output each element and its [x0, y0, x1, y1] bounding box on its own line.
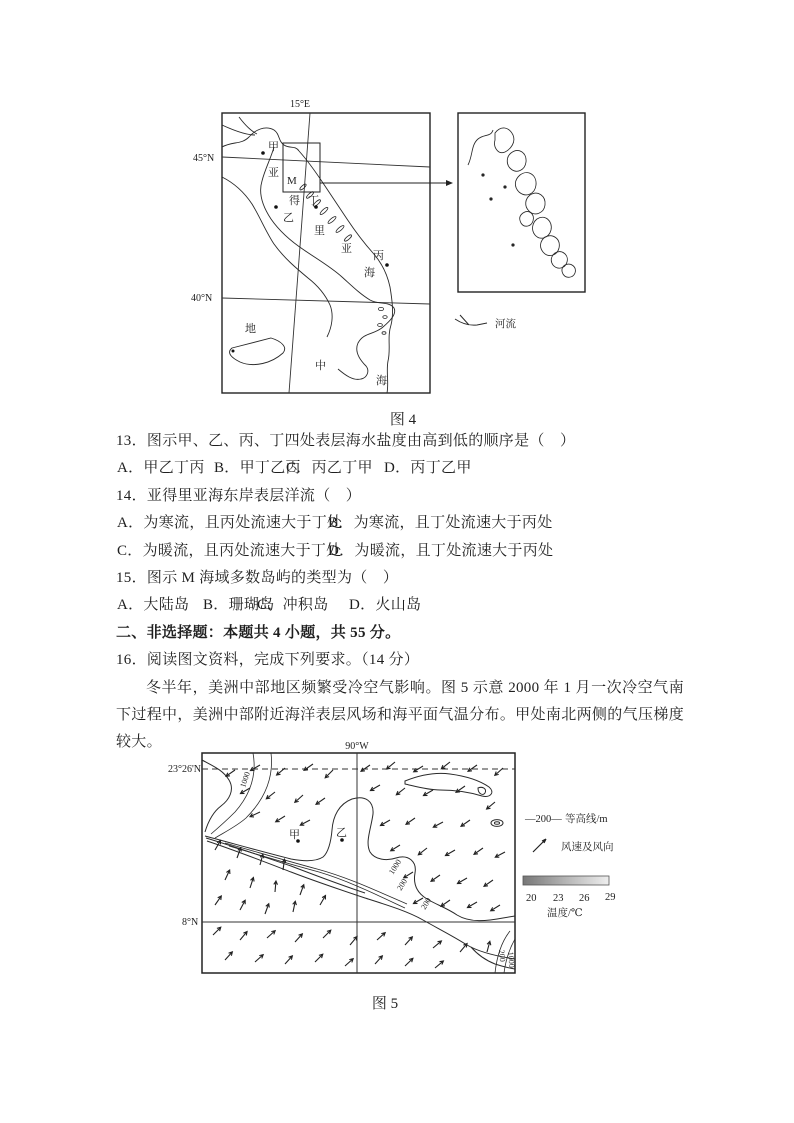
figure5-map-svg [165, 740, 665, 985]
fig5-point-yi-label: 乙 [336, 827, 347, 839]
scale-tick-29: 29 [605, 892, 616, 903]
q13-stem: 13．图示甲、乙、丙、丁四处表层海水盐度由高到低的顺序是（ ） [116, 433, 576, 449]
legend-contour-symbol: —200— [525, 814, 562, 825]
wind-arrow [474, 848, 483, 854]
wind-arrow [276, 816, 285, 822]
q14-options-ab [116, 510, 684, 537]
wind-arrow [377, 933, 385, 940]
wind-arrow [391, 845, 400, 851]
wind-arrow [495, 852, 505, 857]
wind-arrow [405, 958, 413, 966]
wind-arrow [350, 937, 357, 945]
lat-2326n-label: 23°26'N [168, 764, 202, 775]
wind-arrow [225, 870, 230, 880]
wind-arrow [295, 795, 303, 802]
fig5-point-jia-label: 甲 [289, 829, 300, 841]
svg-text:地: 地 [245, 323, 256, 335]
lat-45n-label: 45°N [193, 153, 215, 164]
inset-islands [468, 128, 575, 277]
river-label: 河流 [495, 319, 516, 330]
svg-text:亚: 亚 [268, 167, 279, 179]
q15-options [116, 592, 684, 619]
wind-arrow [487, 941, 491, 952]
wind-arrow [457, 878, 467, 884]
q13-option-d: D．丙丁乙甲 [384, 460, 472, 477]
wind-arrow [433, 822, 443, 827]
q14-stem: 14．亚得里亚海东岸表层洋流（ ） [116, 487, 362, 504]
contour-1000-label-2: 1000 [387, 857, 404, 877]
section2-heading: 二、非选择题：本题共 4 小题，共 55 分。 [116, 624, 401, 641]
wind-arrow [250, 878, 254, 888]
q13-option-b: B．甲丁乙丙 [214, 460, 301, 477]
svg-text:海: 海 [364, 267, 375, 279]
figure5-caption: 图 5 [371, 996, 399, 1012]
wind-arrow [265, 904, 269, 914]
wind-arrow [441, 762, 450, 769]
wind-arrow [375, 956, 382, 964]
q13-option-c: C．丙乙丁甲 [286, 460, 373, 477]
wind-arrow [435, 961, 443, 968]
scale-unit-label: 温度/℃ [547, 908, 583, 919]
wind-arrow [316, 798, 325, 804]
wind-arrow [295, 934, 302, 942]
lon-90w-label: 90°W [345, 741, 369, 752]
q14-option-b: B．为寒流，且丁处流速大于丙处 [328, 515, 553, 532]
q14-option-a: A．为寒流，且丙处流速大于丁处 [117, 515, 343, 532]
wind-arrow [431, 875, 440, 881]
q15-option-d: D．火山岛 [349, 597, 422, 614]
lon-15e-label: 15°E [289, 99, 311, 110]
q13-option-a: A．甲乙丁丙 [117, 460, 205, 477]
wind-arrow [404, 872, 413, 878]
wind-arrow [370, 785, 380, 791]
wind-arrow [250, 765, 260, 771]
lat-8n-label: 8°N [182, 917, 199, 928]
wind-arrow [406, 818, 415, 824]
wind-arrow [380, 820, 390, 826]
contour-200-label-3: 200 [497, 949, 508, 963]
lat-40n-label: 40°N [191, 293, 213, 304]
point-yi-label: 乙 [283, 212, 294, 224]
q15-option-c: C．冲积岛 [257, 597, 329, 614]
scale-tick-20: 20 [526, 893, 537, 904]
parallel-45n-line [222, 157, 430, 167]
wind-arrow [414, 766, 423, 772]
temperature-scale-bar [523, 876, 609, 885]
figure4-map-svg [175, 95, 620, 430]
wind-arrow [320, 895, 326, 905]
figure4-caption: 图 4 [389, 412, 417, 428]
wind-arrow [250, 812, 260, 817]
wind-arrow [445, 850, 455, 856]
wind-arrow [240, 932, 247, 940]
wind-arrow [293, 901, 297, 912]
q13-options [116, 455, 684, 482]
point-ding-label: 丁 [308, 195, 319, 207]
wind-arrow [240, 900, 245, 910]
svg-text:亚: 亚 [341, 243, 352, 255]
point-bing-label: 丙 [373, 250, 384, 262]
q16-paragraph: 冬半年，美洲中部地区频繁受冷空气影响。图 5 示意 2000 年 1 月一次冷空气南下过程中，美洲中部附近海洋表层风场和海平面气温分布。甲处南北两侧的气压梯度较大。 [116, 679, 684, 751]
wind-arrow [461, 820, 470, 826]
m-area-label: M [287, 175, 297, 187]
wind-arrow [304, 764, 313, 770]
q14-options-cd [116, 538, 684, 565]
fig5-legend [523, 812, 616, 919]
wind-arrow [441, 900, 450, 906]
q15-stem: 15．图示 M 海域多数岛屿的类型为（ ） [116, 569, 399, 586]
q16-lead: 16．阅读图文资料，完成下列要求。（14 分） [116, 652, 420, 669]
wind-arrows [213, 762, 508, 968]
wind-arrow [323, 930, 331, 938]
contour-200-label-1: 200 [395, 877, 410, 893]
svg-text:海: 海 [376, 375, 387, 387]
scale-tick-26: 26 [579, 893, 590, 904]
q14-option-d: D．为暖流，且丁处流速大于丙处 [328, 542, 554, 559]
meridian-15e-line [289, 113, 310, 393]
wind-arrow [267, 931, 275, 938]
wind-arrow [285, 956, 292, 964]
wind-arrow [487, 802, 495, 809]
contour-200-label-2: 200 [419, 896, 434, 912]
wind-arrow [467, 902, 477, 908]
legend-contour-label: 等高线/m [565, 814, 608, 825]
q14-option-c: C．为暖流，且丙处流速大于丁处 [117, 542, 342, 559]
wind-arrow [225, 952, 232, 960]
q15-option-b: B．珊瑚岛 [203, 597, 275, 614]
wind-arrow [460, 944, 467, 952]
legend-wind-label: 风速及风向 [561, 842, 614, 853]
wind-arrow [484, 880, 493, 886]
svg-text:里: 里 [314, 225, 325, 237]
wind-arrow [345, 959, 353, 966]
wind-arrow [405, 937, 412, 945]
figure5 [165, 740, 665, 985]
wind-arrow [255, 955, 263, 962]
figure4 [175, 95, 620, 430]
wind-arrow [418, 848, 427, 855]
wind-arrow [468, 765, 477, 771]
point-jia-label: 甲 [268, 141, 279, 153]
contour-1000-label-1: 1000 [238, 770, 252, 789]
fig5-contours [211, 753, 515, 973]
wind-arrow [266, 792, 275, 799]
wind-arrow [274, 881, 278, 892]
wind-arrow [215, 896, 221, 905]
wind-arrow [423, 790, 433, 796]
wind-arrow [325, 770, 333, 778]
contour-1000-label-3: 1000 [506, 951, 517, 969]
q15-option-a: A．大陆岛 [117, 597, 190, 614]
fig4-map-frame [222, 113, 430, 393]
wind-arrow [396, 788, 405, 795]
wind-arrow [300, 820, 310, 825]
wind-arrow [300, 885, 304, 895]
fig5-map-frame [202, 753, 515, 973]
svg-text:中: 中 [315, 360, 326, 372]
river-symbol [455, 315, 487, 325]
wind-arrow [491, 905, 500, 911]
parallel-40n-line [222, 298, 430, 304]
wind-arrow [361, 765, 370, 771]
river-legend [455, 315, 516, 330]
svg-text:得: 得 [289, 195, 300, 207]
wind-arrow [213, 927, 221, 935]
scale-tick-23: 23 [553, 893, 564, 904]
wind-arrow [226, 770, 235, 776]
question-block [116, 428, 684, 757]
wind-arrow [387, 762, 395, 769]
wind-arrow [315, 954, 323, 962]
wind-arrow [433, 941, 441, 948]
legend-wind-symbol [533, 839, 546, 852]
